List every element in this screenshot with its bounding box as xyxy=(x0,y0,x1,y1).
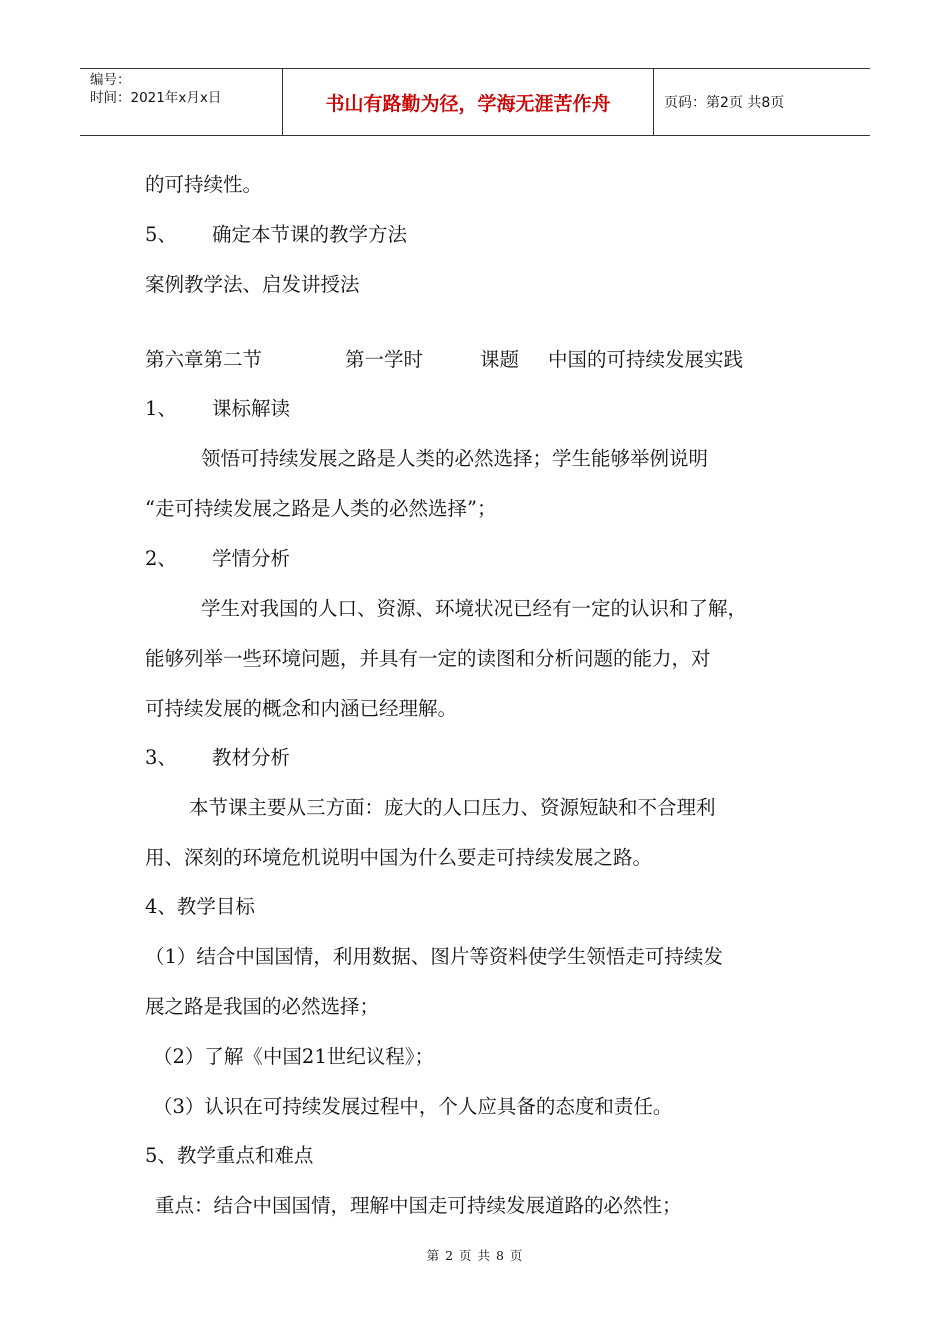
list-number: 3、 xyxy=(145,746,177,769)
list-number: 2、 xyxy=(145,547,177,570)
section-heading: 教材分析 xyxy=(212,746,291,769)
header-motto: 书山有路勤为径，学海无涯苦作舟 xyxy=(325,92,611,115)
list-number: 1、 xyxy=(145,397,177,420)
body-line: 能够列举一些环境问题，并具有一定的读图和分析问题的能力，对 xyxy=(145,647,711,670)
chapter-label: 第六章第二节 xyxy=(145,348,263,371)
body-line: 用、深刻的环境危机说明中国为什么要走可持续发展之路。 xyxy=(145,846,653,869)
time-label: 时间：2021年x月x日 xyxy=(90,90,222,106)
number-label: 编号： xyxy=(90,72,131,88)
section-heading: 4、教学目标 xyxy=(145,895,255,918)
body-line: 的可持续性。 xyxy=(145,173,263,196)
body-line: 展之路是我国的必然选择； xyxy=(145,995,380,1018)
lesson-label: 第一学时 xyxy=(345,348,424,371)
body-line: 案例教学法、启发讲授法 xyxy=(145,273,360,296)
body-line: 本节课主要从三方面：庞大的人口压力、资源短缺和不合理利 xyxy=(189,796,716,819)
section-heading: 确定本节课的教学方法 xyxy=(212,223,408,246)
body-line: 领悟可持续发展之路是人类的必然选择；学生能够举例说明 xyxy=(201,447,709,470)
section-heading: 5、教学重点和难点 xyxy=(145,1144,314,1167)
list-number: 5、 xyxy=(145,223,177,246)
body-line: （2）了解《中国21世纪议程》； xyxy=(153,1045,434,1068)
section-heading: 学情分析 xyxy=(212,547,291,570)
body-line: “走可持续发展之路是人类的必然选择”； xyxy=(145,497,497,520)
topic-label: 课题 xyxy=(480,348,520,371)
header-meta xyxy=(80,69,282,135)
body-line: （3）认识在可持续发展过程中，个人应具备的态度和责任。 xyxy=(153,1095,673,1118)
header-page-info: 页码：第2页 共8页 xyxy=(664,95,785,111)
body-line: （1）结合中国国情，利用数据、图片等资料使学生领悟走可持续发 xyxy=(145,945,723,968)
topic-title: 中国的可持续发展实践 xyxy=(548,348,744,371)
section-heading: 课标解读 xyxy=(212,397,291,420)
page-footer: 第 2 页 共 8 页 xyxy=(426,1248,524,1263)
header-motto-cell xyxy=(282,69,654,135)
body-line: 可持续发展的概念和内涵已经理解。 xyxy=(145,697,458,720)
header-table xyxy=(80,68,870,136)
body-line: 重点：结合中国国情，理解中国走可持续发展道路的必然性； xyxy=(155,1194,682,1217)
body-line: 学生对我国的人口、资源、环境状况已经有一定的认识和了解， xyxy=(201,597,748,620)
